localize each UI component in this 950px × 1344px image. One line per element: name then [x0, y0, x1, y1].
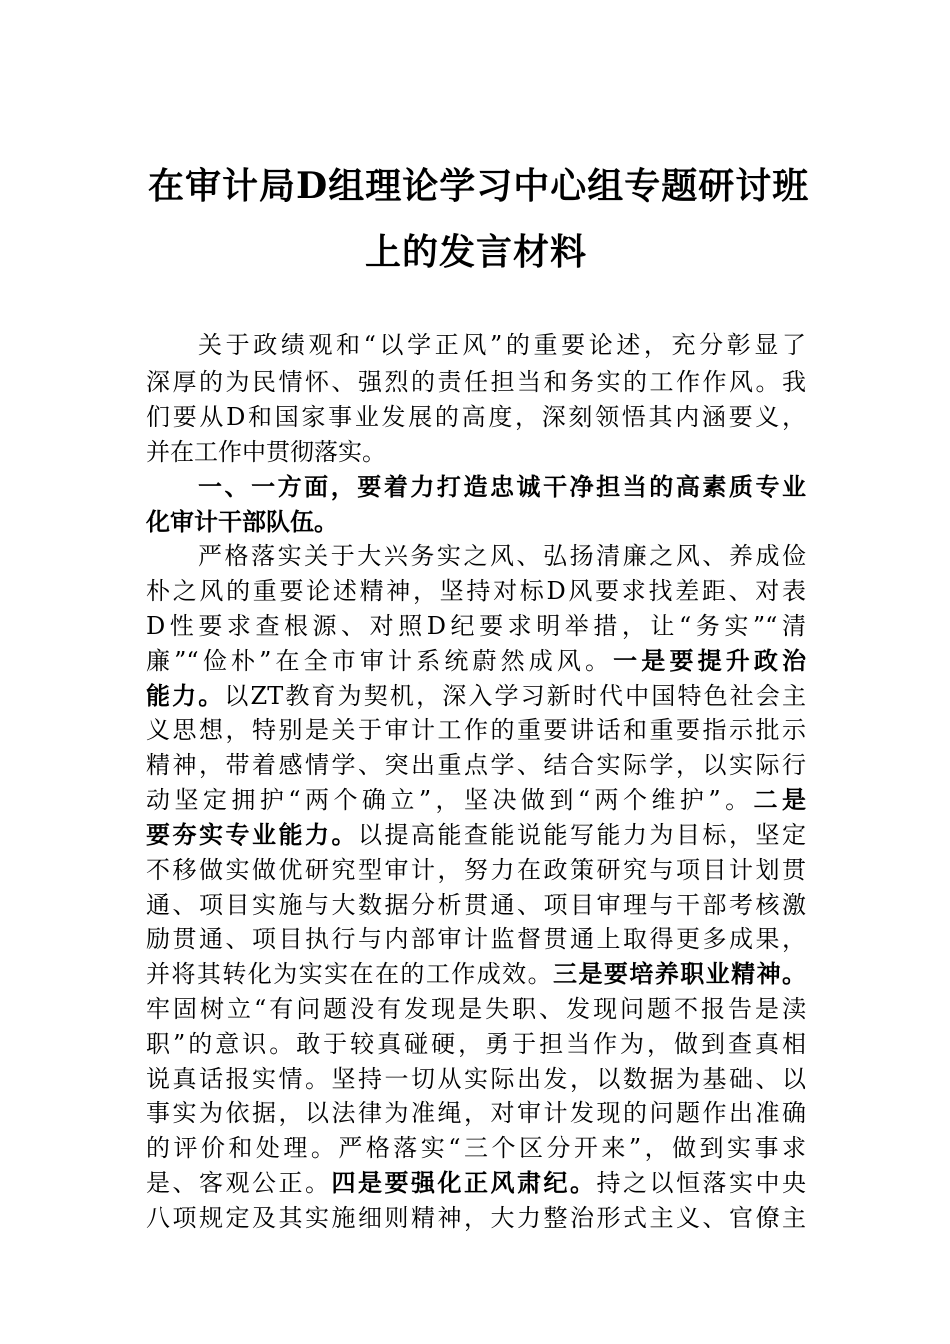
paragraph-2-line	[146, 820, 806, 850]
document-title-line-2: 上的发言材料	[364, 231, 587, 273]
bold-key-point: 三是要培养职业精神。	[553, 959, 807, 988]
paragraph-2-line: 严格落实关于大兴务实之风、弘扬清廉之风、养成俭	[198, 542, 806, 570]
paragraph-2-line: 精神，带着感情学、突出重点学、结合实际学，以实际行	[146, 751, 806, 779]
section-heading-line: 化审计干部队伍。	[146, 508, 338, 536]
paragraph-2-line: 八项规定及其实施细则精神，大力整治形式主义、官僚主	[146, 1204, 806, 1232]
body-text: 动坚定拥护“两个确立”，坚决做到“两个维护”。	[146, 786, 754, 814]
paragraph-1-line: 们要从D和国家事业发展的高度，深刻领悟其内涵要义，	[146, 403, 806, 431]
paragraph-2-line: 义思想，特别是关于审计工作的重要讲话和重要指示批示	[146, 716, 806, 744]
body-text: 廉”“俭朴”在全市审计系统蔚然成风。	[146, 647, 614, 675]
paragraph-2-line	[146, 1168, 806, 1198]
body-text: 是、客观公正。	[146, 1169, 332, 1197]
paragraph-2-line	[146, 646, 806, 676]
paragraph-2-line: 职”的意识。敢于较真碰硬，勇于担当作为，做到查真相	[146, 1030, 806, 1058]
paragraph-2-line: 的评价和处理。严格落实“三个区分开来”，做到实事求	[146, 1134, 806, 1162]
paragraph-1-line: 关于政绩观和“以学正风”的重要论述，充分彰显了	[198, 331, 806, 359]
paragraph-2-line: 事实为依据，以法律为准绳，对审计发现的问题作出准确	[146, 1099, 806, 1127]
paragraph-1-line: 并在工作中贯彻落实。	[146, 438, 386, 466]
paragraph-2-line	[146, 785, 806, 815]
paragraph-1-line: 深厚的为民情怀、强烈的责任担当和务实的工作作风。我	[146, 368, 806, 396]
bold-key-point: 能力。	[146, 681, 225, 710]
body-text: 并将其转化为实实在在的工作成效。	[146, 960, 554, 988]
paragraph-2-line: 不移做实做优研究型审计，努力在政策研究与项目计划贯	[146, 856, 806, 884]
bold-key-point: 一是要提升政治	[613, 646, 807, 675]
document-title-line-1: 在审计局D组理论学习中心组专题研讨班	[148, 165, 810, 207]
paragraph-2-line: D性要求查根源、对照D纪要求明举措，让“务实”“清	[146, 612, 806, 640]
body-text: 持之以恒落实中央	[596, 1169, 806, 1197]
paragraph-2-line: 说真话报实情。坚持一切从实际出发，以数据为基础、以	[146, 1065, 806, 1093]
bold-key-point: 二是	[753, 785, 807, 814]
paragraph-2-line: 通、项目实施与大数据分析贯通、项目审理与干部考核激	[146, 891, 806, 919]
section-heading-line: 一、一方面，要着力打造忠诚干净担当的高素质专业	[198, 473, 806, 501]
paragraph-2-line: 励贯通、项目执行与内部审计监督贯通上取得更多成果，	[146, 925, 806, 953]
bold-key-point: 要夯实专业能力。	[146, 820, 358, 849]
paragraph-2-line: 朴之风的重要论述精神，坚持对标D风要求找差距、对表	[146, 577, 806, 605]
bold-key-point: 四是要强化正风肃纪。	[331, 1168, 597, 1197]
paragraph-2-line: 牢固树立“有问题没有发现是失职、发现问题不报告是渎	[146, 995, 806, 1023]
body-text: 以ZT教育为契机，深入学习新时代中国特色社会主	[224, 682, 807, 710]
body-text: 以提高能查能说能写能力为目标，坚定	[358, 821, 806, 849]
paragraph-2-line	[146, 959, 806, 989]
paragraph-2-line	[146, 681, 806, 711]
